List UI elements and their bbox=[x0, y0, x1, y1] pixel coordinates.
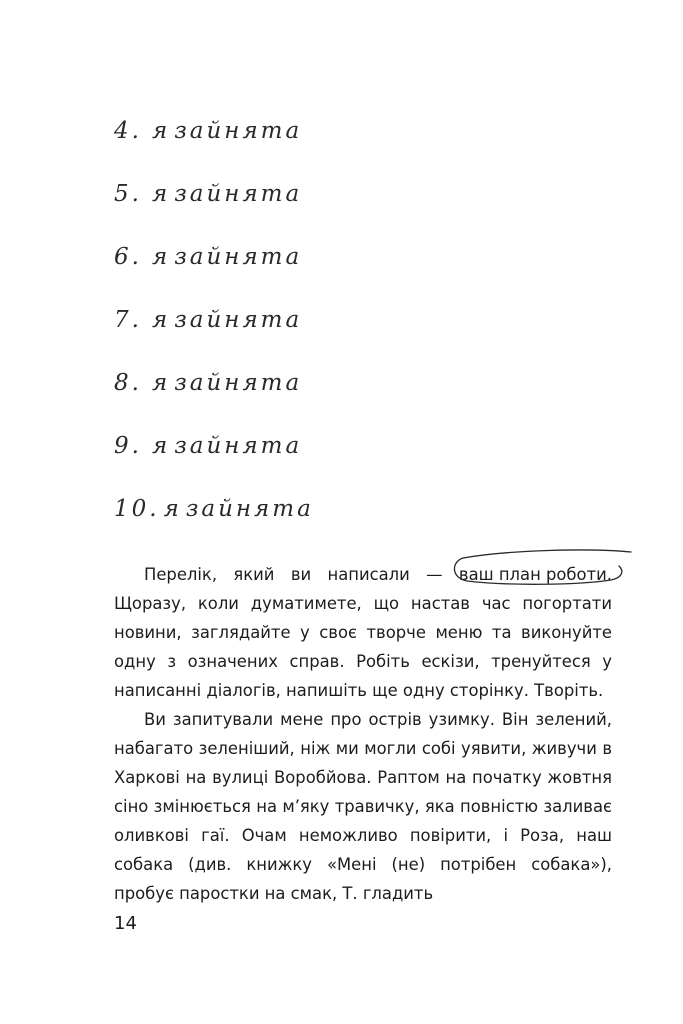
list-item bbox=[114, 244, 474, 307]
list-item-word: зайнята bbox=[174, 118, 303, 144]
list-item-pronoun: я bbox=[163, 496, 182, 522]
list-item-number: 4. bbox=[114, 118, 142, 144]
page-number: 14 bbox=[114, 913, 137, 934]
list-item-pronoun: я bbox=[152, 118, 171, 144]
list-item-word: зайнята bbox=[174, 307, 303, 333]
list-item bbox=[114, 118, 474, 181]
list-item-word: зайнята bbox=[174, 244, 303, 270]
list-item-pronoun: я bbox=[152, 244, 171, 270]
list-item-pronoun: я bbox=[152, 370, 171, 396]
paragraph-2: Ви запитували мене про острів узимку. Він зелений, набагато зеленіший, ніж ми могли собі уявити, живучи в Харкові на вулиці Воробйова. Раптом на початку жовтня сіно змінюється на м’яку травичку, яка повністю заливає оливкові гаї. Очам неможливо повірити, і Роза, наш собака (див. книжку «Мені (не) потрібен собака»), пробує паростки на смак, Т. гладить bbox=[114, 710, 612, 903]
list-item bbox=[114, 496, 474, 559]
list-item-word: зайнята bbox=[174, 433, 303, 459]
list-item-number: 7. bbox=[114, 307, 142, 333]
list-item-number: 5. bbox=[114, 181, 142, 207]
list-item-number: 10. bbox=[114, 496, 160, 522]
list-item-word: зайнята bbox=[174, 370, 303, 396]
list-item bbox=[114, 181, 474, 244]
list-item-pronoun: я bbox=[152, 181, 171, 207]
body-text bbox=[114, 560, 612, 908]
list-item-pronoun: я bbox=[152, 307, 171, 333]
list-item-number: 9. bbox=[114, 433, 142, 459]
circled-phrase bbox=[459, 560, 607, 589]
paragraph-1-start: Перелік, який ви написали — bbox=[144, 565, 459, 584]
list-item-word: зайнята bbox=[185, 496, 314, 522]
circled-phrase-text: ваш план роботи bbox=[458, 565, 607, 584]
list-item-word: зайнята bbox=[174, 181, 303, 207]
list-item bbox=[114, 370, 474, 433]
list-item-pronoun: я bbox=[152, 433, 171, 459]
list-item-number: 6. bbox=[114, 244, 142, 270]
handwritten-list bbox=[114, 118, 474, 559]
paragraph-1 bbox=[114, 560, 612, 705]
list-item bbox=[114, 433, 474, 496]
list-item bbox=[114, 307, 474, 370]
paragraph-1-end: . Щоразу, коли думатимете, що настав час погортати новини, заглядайте у своє творче меню та виконуйте одну з означених справ. Робіть ескізи, тренуйтеся у написанні діалогів, напишіть ще одну сторінку. Творіть. bbox=[114, 565, 612, 700]
list-item-number: 8. bbox=[114, 370, 142, 396]
